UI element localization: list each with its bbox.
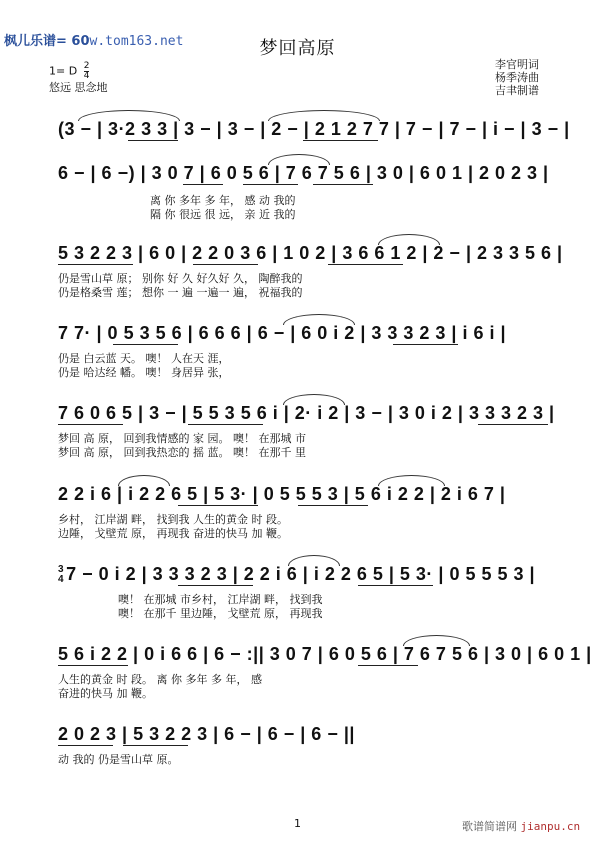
notation-text: 7 − 0 i 2 | 3 3 3 2 3 | 2 2 i 6 | i 2 2 6 5 | 5 3· | 0 5 5 5 3 | [66, 564, 536, 584]
lyric-verse-1: 乡村， 江岸湖 畔， 找到我 人生的黄金 时 段。 [58, 513, 288, 526]
beam [193, 264, 258, 265]
lyric-verse-2: 梦回 高 原， 回到我热恋的 摇 蓝。 噢！ 在那千 里 [58, 446, 306, 459]
beam [58, 665, 128, 666]
notation-line [58, 563, 548, 585]
song-meta [49, 62, 108, 95]
notation-line: 2 0 2 3 | 5 3 2 2 3 | 6 − | 6 − | 6 − || [58, 724, 355, 744]
staff-row-4 [58, 322, 548, 382]
time-signature [84, 62, 90, 81]
beam [303, 140, 378, 141]
staff-row-1 [58, 118, 570, 148]
beam [478, 424, 548, 425]
beam [358, 665, 418, 666]
credits [495, 58, 539, 97]
beam [178, 585, 253, 586]
beam [183, 184, 223, 185]
lyric-verse-2: 仍是 哈达经 幡。 噢！ 身居异 张， [58, 366, 230, 379]
time-numerator: 2 [83, 61, 90, 71]
beam [128, 140, 178, 141]
staff-row-8 [58, 643, 592, 703]
footer-site-url: jianpu.cn [520, 820, 581, 833]
staff-row-7 [58, 563, 548, 623]
lyric-verse-2: 噢！ 在那千 里边陲， 戈壁荒 原， 再现我 [118, 607, 323, 620]
lyric-verse-2: 隔 你 很远 很 远， 亲 近 我的 [150, 208, 296, 221]
notation-line: 5 6 i 2 2 | 0 i 6 6 | 6 − :|| 3 0 7 | 6 0 5 6 | 7 6 7 5 6 | 3 0 | 6 0 1 | [58, 644, 592, 664]
notation-line: 7 6 0 6 5 | 3 − | 5 5 3 5 6 i | 2· i 2 | 3 − | 3 0 i 2 | 3 3 3 2 3 | [58, 403, 555, 423]
lyric-verse-1: 梦回 高 原， 回到我情感的 家 园。 噢！ 在那城 市 [58, 432, 306, 445]
footer-site-name: 歌谱简谱网 [462, 820, 517, 833]
lyric-verse-2: 奋进的快马 加 鞭。 [58, 687, 153, 700]
staff-row-2 [58, 162, 548, 222]
lyric-verse-1: 仍是 白云蓝 天。 噢！ 人在天 涯， [58, 352, 230, 365]
beam [188, 424, 263, 425]
time-denominator: 4 [83, 71, 90, 81]
staff-row-9 [58, 723, 548, 768]
notation-line: 7 7· | 0 5 3 5 6 | 6 6 6 | 6 − | 6 0 i 2 | 3 3 3 2 3 | i 6 i | [58, 323, 507, 343]
notation-line: 2 2 i 6 | i 2 2 6 5 | 5 3· | 0 5 5 5 3 | 5 6 i 2 2 | 2 i 6 7 | [58, 484, 506, 504]
beam [113, 344, 178, 345]
beam [58, 264, 133, 265]
lyric-verse-1: 动 我的 仍是雪山草 原。 [58, 753, 179, 766]
beam [123, 745, 188, 746]
notation-line: 5 3 2 2 3 | 6 0 | 2 2 0 3 6 | 1 0 2 | 3 6 6 1 2 | 2 − | 2 3 3 5 6 | [58, 243, 563, 263]
staff-row-3 [58, 242, 563, 302]
time-signature-change: 3 4 [58, 564, 65, 586]
lyric-verse-1: 噢！ 在那城 市乡村， 江岸湖 畔， 找到我 [118, 593, 323, 606]
arranger-credit: 吉聿制谱 [495, 84, 539, 97]
lyric-verse-2: 边陲， 戈壁荒 原， 再现我 奋进的快马 加 鞭。 [58, 527, 288, 540]
footer-watermark [462, 818, 580, 834]
lyric-verse-2: 仍是格桑雪 莲； 想你 一 遍 一遍一 遍， 祝福我的 [58, 286, 303, 299]
expression-mark: 悠远 思念地 [49, 81, 108, 94]
beam [243, 184, 298, 185]
beam [58, 424, 123, 425]
lyric-verse-1: 仍是雪山草 原； 别你 好 久 好久好 久， 陶醉我的 [58, 272, 303, 285]
beam [328, 264, 403, 265]
lyricist-credit: 李官明词 [495, 58, 539, 71]
watermark-site: w.tom163.net [89, 34, 184, 49]
key-signature: 1= D [49, 64, 78, 78]
page-number: 1 [294, 817, 301, 830]
song-title: 梦回高原 [259, 38, 336, 59]
watermark-text: 枫儿乐谱= 60 [4, 34, 90, 49]
beam [58, 745, 113, 746]
beam [358, 585, 433, 586]
notation-line: (3 − | 3·2 3 3 | 3 − | 3 − | 2 − | 2 1 2 7 7 | 7 − | 7 − | i − | 3 − | [58, 119, 570, 139]
beam [298, 505, 368, 506]
lyric-verse-1: 离 你 多年 多 年， 感 动 我的 [150, 194, 296, 207]
lyric-verse-1: 人生的黄金 时 段。 离 你 多年 多 年， 感 [58, 673, 262, 686]
beam [313, 184, 373, 185]
staff-row-6 [58, 483, 548, 543]
notation-line: 6 − | 6 −) | 3 0 7 | 6 0 5 6 | 7 6 7 5 6 | 3 0 | 6 0 1 | 2 0 2 3 | [58, 163, 549, 183]
composer-credit: 杨季涛曲 [495, 71, 539, 84]
staff-row-5 [58, 402, 555, 462]
beam [393, 344, 458, 345]
beam [178, 505, 258, 506]
key-and-time [49, 62, 108, 81]
